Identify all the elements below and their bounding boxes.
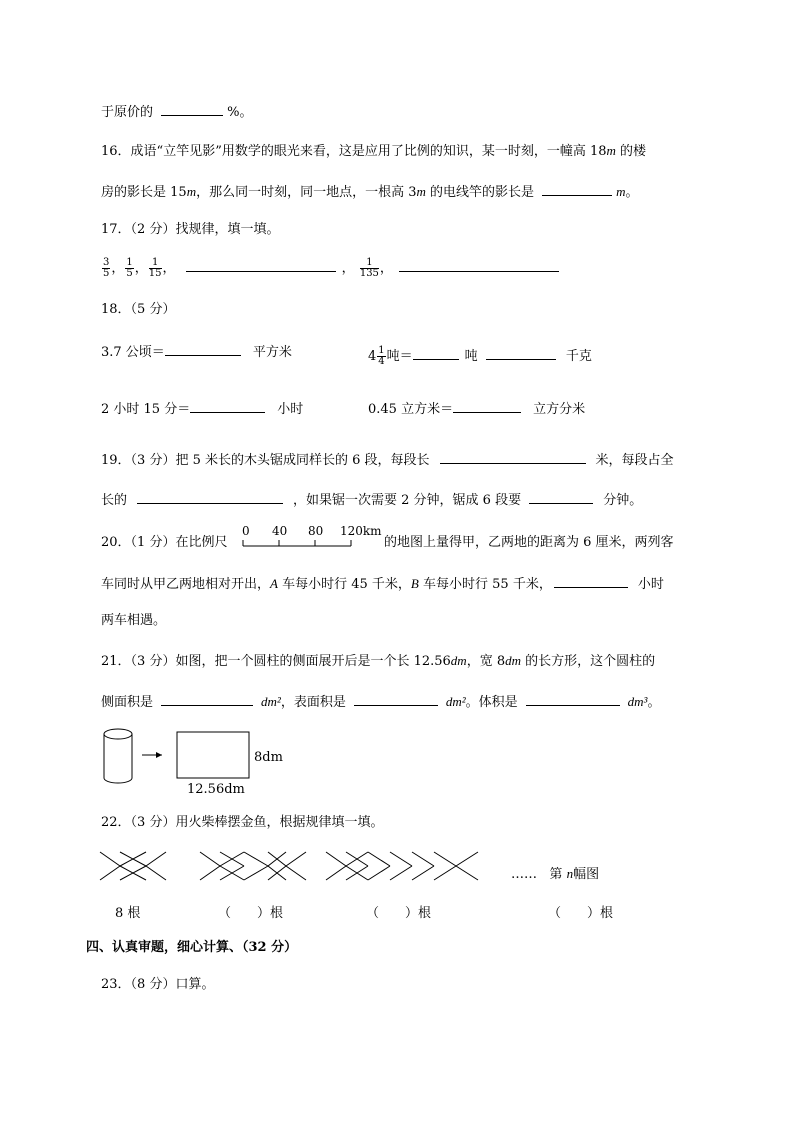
q22-label-3[interactable]: （ ）根 bbox=[366, 906, 432, 921]
q22-label-1: 8 根 bbox=[115, 906, 141, 921]
q15-tail: 于原价的 %。 bbox=[101, 101, 253, 123]
q18-d-blank[interactable] bbox=[453, 398, 521, 413]
scale-tick-label-0: 0 bbox=[242, 524, 250, 538]
q21-line2: 侧面积是 dm²，表面积是 dm²。体积是 dm³。 bbox=[101, 691, 660, 713]
q17-frac-2: $\frac{1}{5}$ bbox=[126, 257, 133, 279]
scale-tick-label-80: 80 bbox=[308, 524, 324, 538]
q19-line2: 长的 ，如果锯一次需要 2 分钟，锯成 6 段要 分钟。 bbox=[101, 489, 642, 511]
q18-c: 2 小时 15 分＝ 小时 bbox=[101, 398, 303, 420]
q17-sequence: $\frac{3}{5}$ ， $\frac{1}{5}$ ， $\frac{1}{15}$ ， ， $\frac{1}{135}$ ， bbox=[101, 256, 561, 282]
q20-line3: 两车相遇。 bbox=[101, 613, 167, 628]
rect-length-label: 12.56dm bbox=[187, 782, 245, 797]
q16-blank[interactable] bbox=[542, 181, 612, 196]
q17-blank-1[interactable] bbox=[186, 257, 336, 272]
q21-blank-3[interactable] bbox=[526, 691, 620, 706]
q18-d: 0.45 立方米＝ 立方分米 bbox=[368, 398, 585, 420]
q22-nth-figure: …… 第 n幅图 bbox=[511, 866, 600, 882]
q18-b-blank-2[interactable] bbox=[486, 345, 556, 360]
q21-line1: 21．（3 分）如图，把一个圆柱的侧面展开后是一个长 12.56dm，宽 8dm 的长方形，这个圆柱的 bbox=[101, 653, 656, 669]
q15-blank[interactable] bbox=[161, 101, 223, 116]
q21-blank-2[interactable] bbox=[354, 691, 438, 706]
scale-tick-label-40: 40 bbox=[272, 524, 288, 538]
q20-blank[interactable] bbox=[554, 573, 628, 588]
q20-line1-b: 的地图上量得甲，乙两地的距离为 6 厘米，两列客 bbox=[384, 535, 674, 550]
scale-ruler bbox=[242, 524, 384, 550]
fish-figure-3 bbox=[326, 852, 478, 880]
q17-blank-2[interactable] bbox=[399, 257, 559, 272]
q16-line1: 16．成语“立竿见影”用数学的眼光来看，这是应用了比例的知识，某一时刻，一幢高 18m 的楼 bbox=[101, 143, 647, 159]
q20-line1-a: 20．（1 分）在比例尺 bbox=[101, 535, 228, 550]
rect-width-label: 8dm bbox=[254, 750, 283, 765]
q18-a-blank[interactable] bbox=[165, 341, 241, 356]
q18-b-frac: $\frac{1}{4}$ bbox=[378, 345, 385, 367]
q17-frac-3: $\frac{1}{15}$ bbox=[148, 257, 162, 279]
q18-b-blank-1[interactable] bbox=[413, 345, 459, 360]
q22-title: 22．（3 分）用火柴棒摆金鱼，根据规律填一填。 bbox=[101, 815, 384, 830]
q23-title: 23．（8 分）口算。 bbox=[101, 977, 215, 992]
q19-blank-2[interactable] bbox=[137, 489, 283, 504]
q22-label-4[interactable]: （ ）根 bbox=[548, 906, 614, 921]
q17-title: 17．（2 分）找规律，填一填。 bbox=[101, 222, 280, 237]
cylinder-to-rectangle-figure bbox=[100, 726, 260, 786]
section-4-heading: 四、认真审题，细心计算、（32 分） bbox=[86, 940, 298, 955]
fish-figure-2 bbox=[200, 852, 306, 880]
q18-title: 18．（5 分） bbox=[101, 302, 176, 317]
q16-line2: 房的影长是 15m，那么同一时刻，同一地点，一根高 3m 的电线竿的影长是 m。 bbox=[101, 181, 639, 203]
q21-blank-1[interactable] bbox=[161, 691, 253, 706]
matchstick-fish-figures bbox=[98, 848, 498, 898]
q19-line1: 19．（3 分）把 5 米长的木头锯成同样长的 6 段，每段长 米，每段占全 bbox=[101, 449, 674, 471]
q20-line2: 车同时从甲乙两地相对开出，A 车每小时行 45 千米，B 车每小时行 55 千米， 小时 bbox=[101, 573, 664, 595]
scale-tick-label-120: 120km bbox=[340, 524, 382, 538]
q17-frac-1: $\frac{3}{5}$ bbox=[103, 257, 110, 279]
q19-blank-1[interactable] bbox=[440, 449, 586, 464]
q19-blank-3[interactable] bbox=[529, 489, 593, 504]
q18-b: 4 $\frac{1}{4}$ 吨＝ 吨 千克 bbox=[368, 345, 592, 367]
q22-label-2[interactable]: （ ）根 bbox=[218, 906, 284, 921]
q18-a: 3.7 公顷＝ 平方米 bbox=[101, 341, 292, 363]
fish-figure-1 bbox=[100, 852, 166, 880]
q21-figure bbox=[100, 726, 300, 800]
q17-frac-4: $\frac{1}{135}$ bbox=[359, 257, 379, 279]
q18-c-blank[interactable] bbox=[190, 398, 265, 413]
q20-scale-bar bbox=[242, 524, 384, 550]
